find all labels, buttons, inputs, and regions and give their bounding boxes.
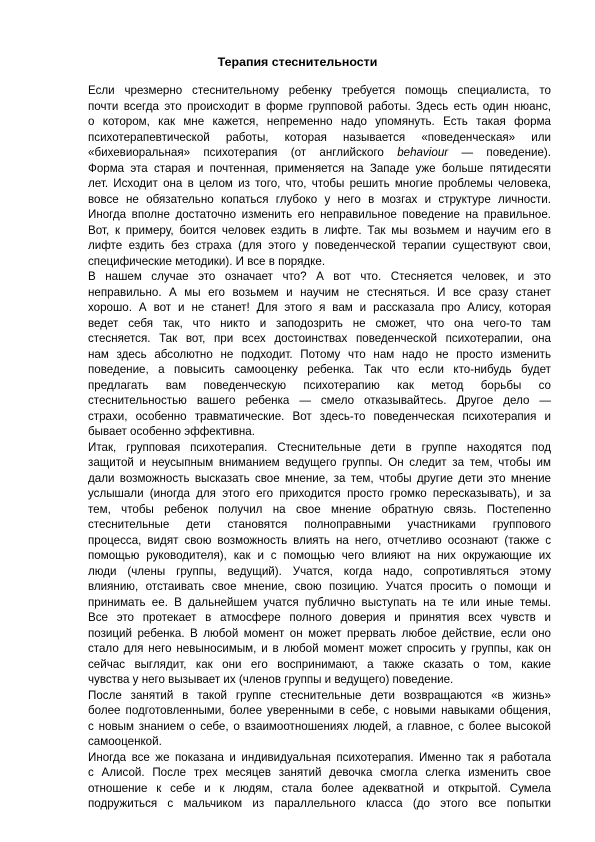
text-line: с новым знанием о себе, о взаимоотношениях людей, а главное, с более высокой [88, 719, 551, 733]
text-line: чувства у него вызывает их (членов группы и ведущего) поведение. [88, 673, 454, 686]
text-line: люди (члены группы, ведущий). Учатся, когда надо, сопротивляться этому [88, 564, 551, 578]
text-line: страхи, особенно травматические. Вот здесь-то поведенческая психотерапия и [88, 409, 551, 423]
text-line: отношение к себе и к людям, стала более адекватной и открытой. Сумела [88, 781, 551, 795]
text-line: «бихевиоральная» психотерапия (от английского behaviour — поведение). [88, 146, 551, 159]
text-line: защитой и неусыпным вниманием ведущего группы. Он следит за тем, чтобы им [88, 456, 551, 469]
text-line: стало для него невыносимым, и в любой момент может спросить у группы, как он [88, 642, 551, 655]
text-line: стеснительные дети становятся полноправными участниками группового [88, 518, 551, 531]
paragraph [88, 83, 551, 269]
text-line: нам здесь абсолютно не подходит. Потому что нам надо не просто изменить [88, 347, 551, 361]
text-line: психотерапевтической работы, которая называется «поведенческая» или [88, 130, 551, 144]
text-line: Вот, к примеру, боится человек ездить в лифте. Так мы возьмем и научим его в [88, 223, 551, 237]
text-line: стесняется. Так вот, при всех достоинствах поведенческой психотерапии, она [88, 332, 551, 345]
text-line: с Алисой. После трех месяцев занятий девочка смогла слегка изменить свое [88, 766, 551, 779]
text-line: о котором, как мне кажется, непременно надо упомянуть. Есть такая форма [88, 115, 551, 128]
text-line: дали возможность высказать свое мнение, за тем, чтобы другие дети это мнение [88, 471, 551, 485]
text-line: сейчас выглядит, как они его воспринимают, а также сказать о том, какие [88, 657, 551, 671]
text-line: процесса, видят свою возможность влиять на него, отчетливо осознают (также с [88, 533, 551, 547]
text-line: В нашем случае это означает что? А вот что. Стесняется человек, и это [88, 270, 551, 283]
text-line: самооценкой. [88, 735, 162, 748]
text-line: Иногда вполне достаточно изменить его неправильное поведение на правильное. [88, 208, 551, 221]
text-line: бывает особенно эффективна. [88, 425, 255, 438]
text-line: поведение, а повысить самооценку ребенка. Так что если кто-нибудь будет [88, 363, 551, 376]
text-line: услышали (иногда для этого его приходится просто громко пересказывать), и за [88, 487, 551, 500]
text-line: неправильно. А мы его возьмем и научим не стесняться. И все сразу станет [88, 285, 551, 299]
paragraph [88, 269, 551, 440]
text-line: лет. Исходит она в целом из того, что, чтобы решить многие проблемы человека, [88, 177, 551, 190]
document-title: Терапия стеснительности [217, 55, 378, 69]
text-line: Форма эта старая и почтенная, применяется на Западе уже больше пятидесяти [88, 161, 551, 175]
text-line: более подготовленными, более уверенными в себе, с новыми навыками общения, [88, 704, 551, 717]
text-line: Все это протекает в атмосфере полного доверия и принятия всех чувств и [88, 611, 551, 624]
text-line: ведет себя так, что никто и заподозрить не сможет, что она чего-то там [88, 316, 551, 330]
paragraph [88, 750, 551, 812]
text-line: лифте ездить без страха (для этого у поведенческой терапии существуют свои, [88, 239, 551, 252]
text-line: влиянию, отстаивать свое мнение, свою позицию. Учатся просить о помощи и [88, 580, 551, 593]
document-body [88, 83, 551, 812]
text-line: хорошо. А вот и не станет! Для этого я вам и рассказала про Алису, которая [88, 301, 551, 314]
text-line: Если чрезмерно стеснительному ребенку требуется помощь специалиста, то [88, 84, 551, 97]
text-line: Итак, групповая психотерапия. Стеснительные дети в группе находятся под [88, 440, 551, 454]
text-line: вовсе не обязательно копаться глубоко у него в мозгах и структуре личности. [88, 192, 551, 206]
text-line: предлагать вам поведенческую психотерапию как метод борьбы со [88, 378, 551, 392]
text-line: принимать ее. В дальнейшем учатся публично выступать на те или иные темы. [88, 595, 551, 609]
text-line: тем, чтобы ребенок получил на свое мнение обратную связь. Постепенно [88, 502, 551, 516]
text-line: помощью руководителя), как и с помощью чего влияют на них окружающие их [88, 549, 551, 562]
paragraph [88, 688, 551, 750]
text-line: позиций ребенка. В любой момент он может прервать любое действие, если оно [88, 626, 551, 640]
text-line: стеснительностью вашего ребенка — смело отказывайтесь. Другое дело — [88, 394, 551, 407]
paragraph [88, 440, 551, 688]
text-line: После занятий в такой группе стеснительные дети возвращаются «в жизнь» [88, 688, 551, 702]
text-line: почти всегда это происходит в форме групповой работы. Здесь есть один нюанс, [88, 99, 551, 113]
text-line: подружиться с мальчиком из параллельного класса (до этого все попытки [88, 797, 551, 810]
text-line: Иногда все же показана и индивидуальная психотерапия. Именно так я работала [88, 750, 551, 764]
text-line: специфические методики). И все в порядке. [88, 254, 326, 268]
